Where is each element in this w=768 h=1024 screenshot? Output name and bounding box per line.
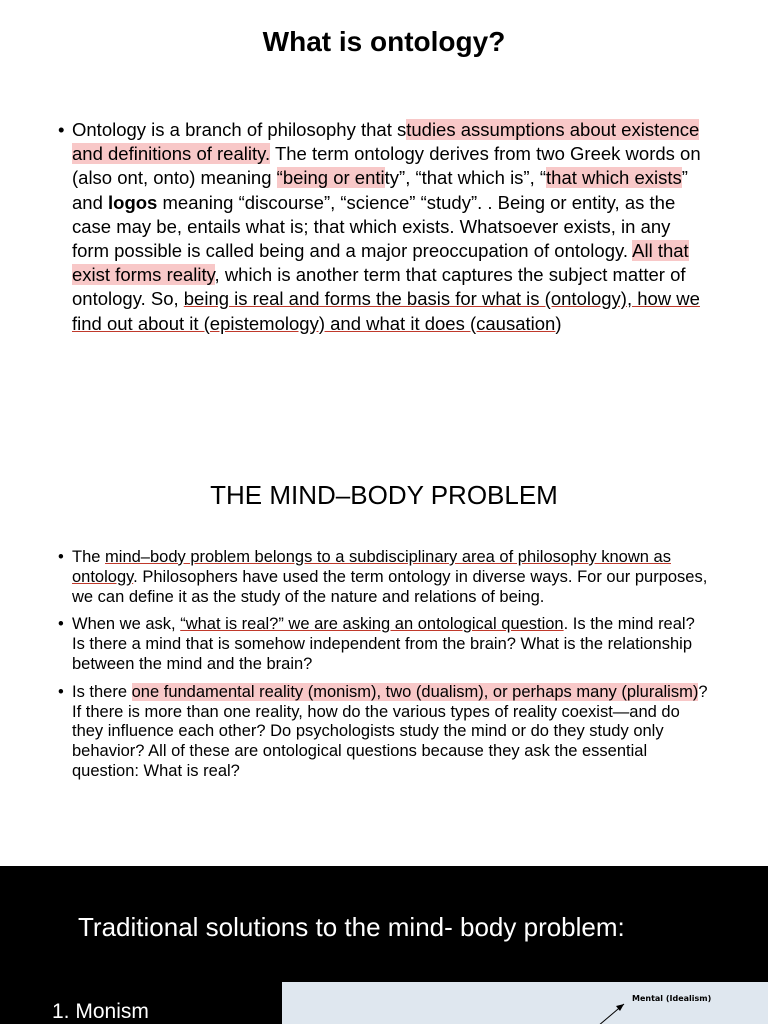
text-run: Ontology is a branch of philosophy that s: [72, 119, 407, 140]
text-run: The term ontology derives from two Greek words on (also ont, onto) meaning: [72, 143, 701, 189]
text-run: ? If there is more than one reality, how do the various types of reality coexist—and do they influence each other? Do psychologists study the mind or do they study only behavior? All of these are ontological questions because they ask the essential question: What is real?: [72, 682, 708, 780]
bold-text: logos: [108, 191, 158, 213]
slide-title: THE MIND–BODY PROBLEM: [210, 480, 558, 510]
item-label: Monism: [75, 1000, 149, 1023]
slide-what-is-ontology: [0, 0, 768, 420]
text-run: ” and: [72, 167, 688, 213]
highlighted-text: All that exist forms reality: [72, 240, 689, 286]
bullet-list: [58, 118, 708, 336]
highlighted-text: that which exists: [546, 167, 682, 189]
numbered-item: [52, 1000, 149, 1024]
bullet-icon: •: [58, 682, 64, 701]
bullet-icon: •: [58, 119, 65, 140]
underlined-text: being is real and forms the basis for what is (ontology), how we find out about it (epistemology) and what it does (causation: [72, 288, 700, 334]
slide-traditional-solutions: [0, 866, 768, 1024]
bullet-icon: •: [58, 615, 64, 634]
text-run: The: [72, 548, 106, 566]
text-run: . Is the mind real? Is there a mind that is somehow independent from the brain? What is the relationship between the mind and the brain?: [72, 615, 695, 673]
diagram-label: Mental (Idealism): [632, 994, 712, 1003]
slide-title: What is ontology?: [262, 26, 506, 57]
text-run: Is there: [72, 682, 132, 701]
bullet-item: [58, 683, 708, 782]
item-number: 1.: [52, 1000, 70, 1023]
bullet-icon: •: [58, 548, 64, 566]
bullet-item: [58, 548, 708, 607]
highlighted-text: one fundamental reality (monism), two (dualism), or perhaps many (pluralism): [131, 682, 699, 701]
bullet-item: [58, 615, 708, 674]
text-run: , which is another term that captures the subject matter of ontology. So,: [72, 264, 686, 310]
text-run: ): [555, 312, 562, 334]
bullet-list: [58, 548, 708, 790]
highlighted-text: tudies assumptions about existence and definitions of reality.: [72, 119, 700, 165]
diagram-image: [282, 982, 768, 1024]
slide-mind-body-problem: [0, 462, 768, 842]
highlighted-text: “being or enti: [276, 167, 385, 189]
arrow-icon: [282, 982, 768, 1024]
underlined-text: “what is real?” we are asking an ontological question: [180, 615, 564, 634]
text-run: When we ask,: [72, 615, 181, 634]
text-run: . Philosophers have used the term ontology in diverse ways. For our purposes, we can define it as the study of the nature and relations of being.: [72, 567, 708, 606]
slide-title: Traditional solutions to the mind- body problem:: [78, 912, 625, 942]
underlined-text: mind–body problem belongs to a subdisciplinary area of philosophy known as ontology: [72, 548, 671, 586]
text-run: meaning “discourse”, “science” “study”. . Being or entity, as the case may be, entails what is; that which exists. Whatsoever exists, in any form possible is called being and a major preoccupation of ontology.: [72, 191, 676, 262]
text-run: ty”, “that which is”, “: [384, 167, 547, 189]
bullet-item: [58, 118, 708, 336]
